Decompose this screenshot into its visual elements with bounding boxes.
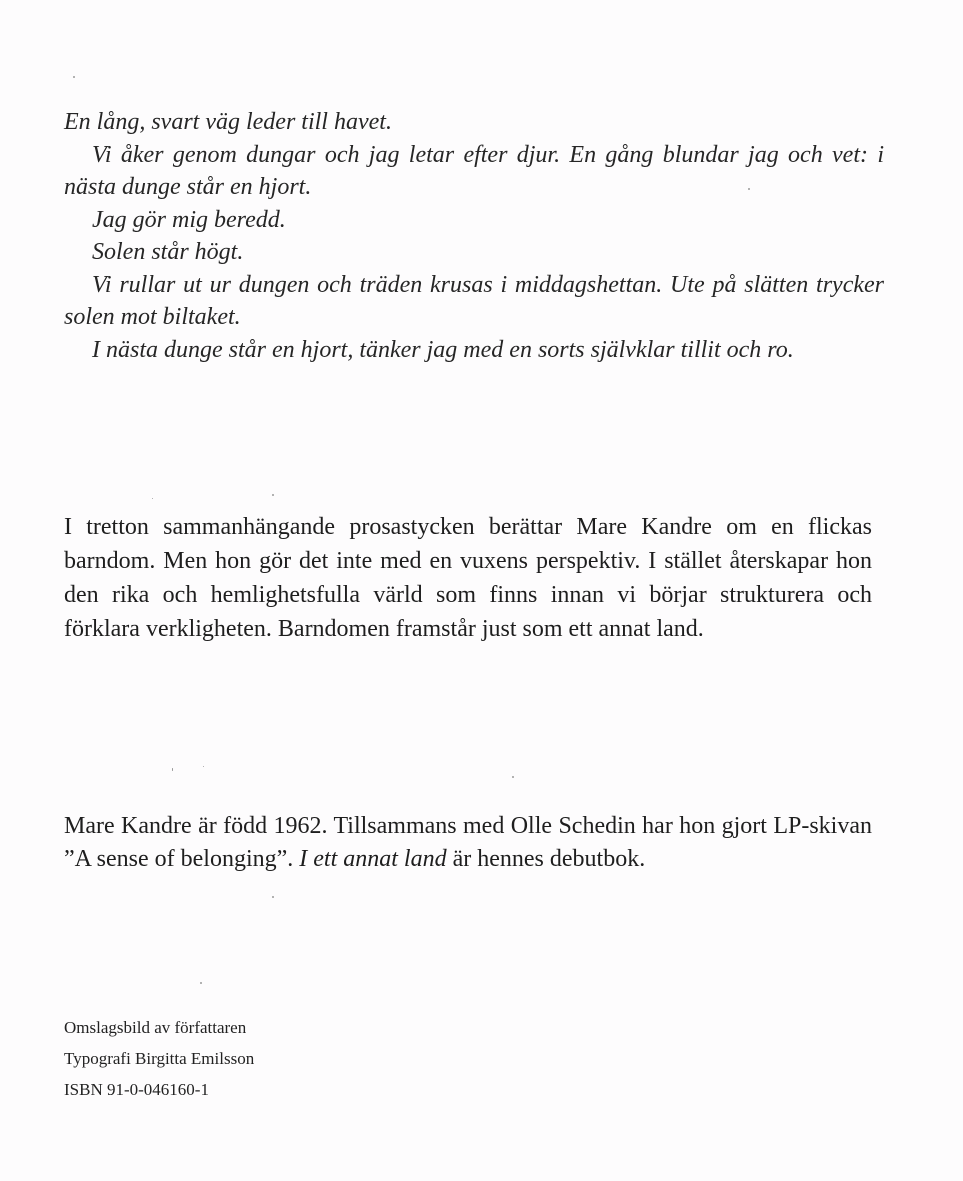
excerpt-block	[64, 106, 884, 366]
scan-speck	[203, 766, 204, 767]
scan-speck	[73, 76, 75, 78]
cover-credit: Omslagsbild av författaren	[64, 1018, 247, 1037]
excerpt-paragraph: I nästa dunge står en hjort, tänker jag med en sorts självklar tillit och ro.	[92, 336, 794, 363]
author-bio	[64, 810, 872, 876]
book-title: I ett annat land	[299, 846, 447, 872]
author-bio-text: Mare Kandre är född 1962. Tillsammans med Olle Schedin har hon gjort LP-skivan ”A sense of belonging”.	[64, 813, 872, 872]
excerpt-paragraph: Jag gör mig beredd.	[92, 206, 286, 233]
scan-speck	[172, 768, 173, 771]
scan-speck	[512, 776, 514, 778]
credits-block	[64, 1012, 254, 1105]
scan-speck	[272, 896, 274, 898]
scan-speck	[200, 982, 202, 984]
excerpt-paragraph: Vi rullar ut ur dungen och träden krusas i middagshettan. Ute på slätten trycker solen mot biltaket.	[64, 271, 884, 330]
author-bio-text: är hennes debutbok.	[446, 846, 646, 872]
typography-credit: Typografi Birgitta Emilsson	[64, 1049, 255, 1068]
scan-speck	[272, 494, 274, 496]
scan-speck	[152, 498, 153, 499]
excerpt-paragraph: Solen står högt.	[92, 239, 244, 265]
excerpt-paragraph: Vi åker genom dungar och jag letar efter djur. En gång blundar jag och vet: i nästa dunge står en hjort.	[64, 141, 884, 200]
book-blurb: I tretton sammanhängande prosastycken berättar Mare Kandre om en flickas barndom. Men hon gör det inte med en vuxens perspektiv. I stället återskapar hon den rika och hemlighetsfulla värld som finns innan vi börjar strukturera och förklara verkligheten. Barndomen framstår just som ett annat land.	[64, 514, 872, 642]
isbn-line: ISBN 91-0-046160-1	[64, 1080, 209, 1099]
excerpt-paragraph: En lång, svart väg leder till havet.	[64, 109, 392, 135]
